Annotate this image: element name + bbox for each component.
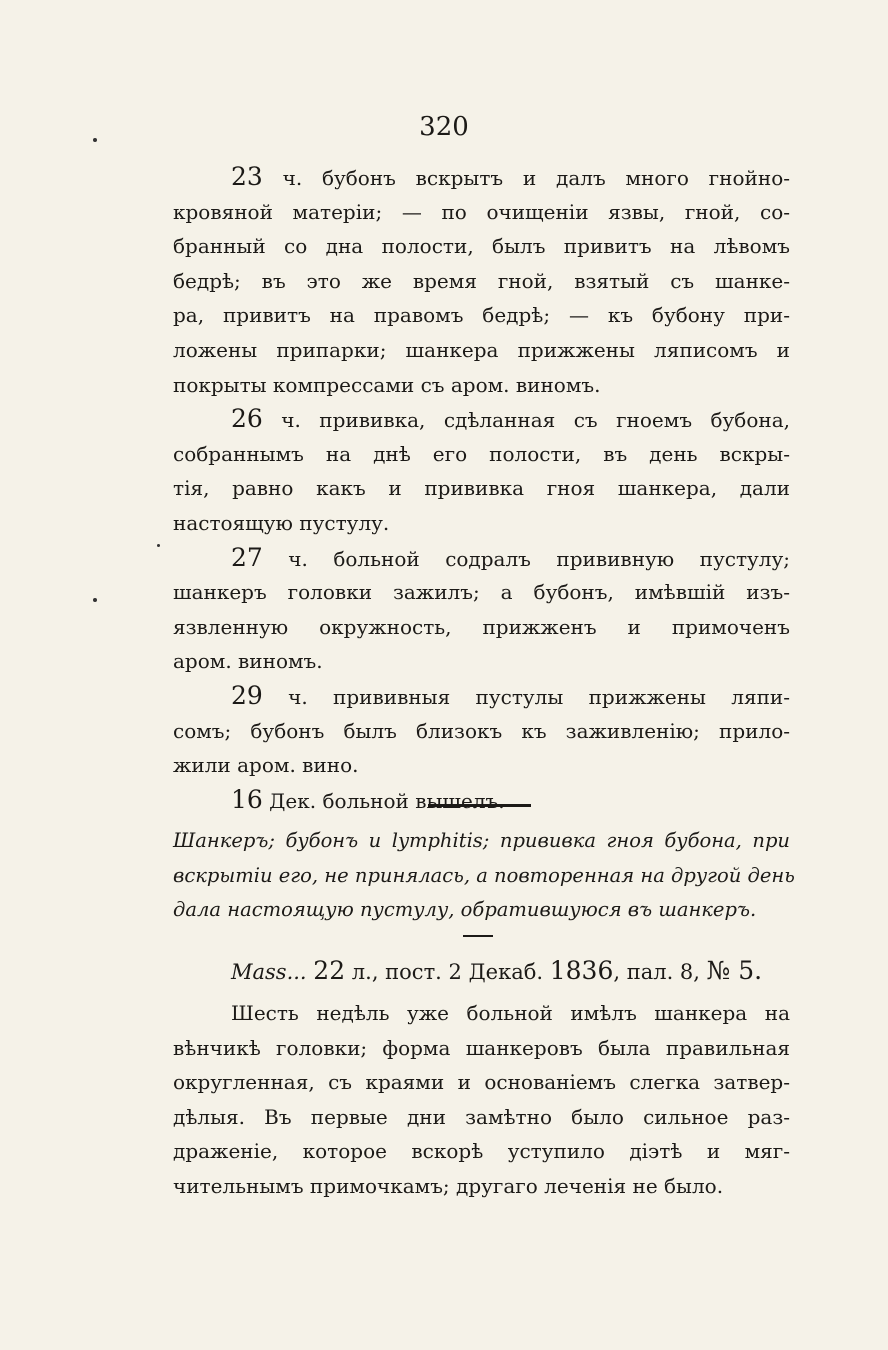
text-line: кровяной матерiи; — по очищенiи язвы, гной, со- xyxy=(173,199,790,224)
paper-speck xyxy=(157,544,160,547)
section-divider xyxy=(428,804,531,807)
heading-line: дала настоящую пустулу, обратившуюся въ шанкеръ. xyxy=(173,898,757,922)
text-line: жили аром. вино. xyxy=(173,753,359,778)
text-line: язвленную окружность, прижженъ и примоченъ xyxy=(173,614,790,639)
line-text: ч. бубонъ вскрытъ и далъ много гнойно- xyxy=(282,166,790,190)
patient-age: 22 xyxy=(313,956,346,985)
text-line: ложены припарки; шанкера прижжены ляписомъ и xyxy=(173,337,790,362)
admission-info: л., пост. 2 Декаб. xyxy=(351,960,544,984)
patient-name: Mass... xyxy=(231,960,307,984)
day-number: 26 xyxy=(231,404,263,434)
text-line: тiя, равно какъ и прививка гноя шанкера, дали xyxy=(173,476,790,501)
text-line xyxy=(173,541,790,576)
text-line xyxy=(173,679,790,714)
text-line: бедрѣ; въ это же время гной, взятый съ шанке- xyxy=(173,268,790,293)
line-text: Дек. больной вышелъ. xyxy=(269,788,505,813)
case-description xyxy=(173,996,790,1204)
text-line xyxy=(173,160,790,195)
text-line: собраннымъ на днѣ его полости, въ день вскры- xyxy=(173,441,790,466)
admission-year: 1836 xyxy=(549,956,614,985)
case-notes xyxy=(173,160,790,817)
day-number: 23 xyxy=(231,162,263,191)
day-number: 27 xyxy=(231,542,263,572)
ward-info: , пал. 8, xyxy=(613,960,700,984)
text-line: аром. виномъ. xyxy=(173,649,323,674)
text-line: Шесть недѣль уже больной имѣлъ шанкера на xyxy=(231,1001,790,1025)
paper-speck xyxy=(93,598,97,602)
case-title-line xyxy=(173,954,790,989)
text-line xyxy=(173,402,790,437)
heading-line: вскрытiи его, не принялась, а повторенная на другой день xyxy=(173,863,795,887)
text-line: бранный со дна полости, былъ привитъ на лѣвомъ xyxy=(173,234,790,259)
text-line xyxy=(173,783,790,818)
case-heading xyxy=(173,824,795,928)
text-line: дѣлыя. Въ первые дни замѣтно было сильное раз- xyxy=(173,1104,790,1129)
case-number: № 5. xyxy=(706,956,763,985)
heading-line: Шанкеръ; бубонъ и lymphitis; прививка гноя бубона, при xyxy=(173,829,790,852)
text-line: ра, привитъ на правомъ бедрѣ; — къ бубону при- xyxy=(173,303,790,328)
text-line: округленная, съ краями и основанiемъ слегка затвер- xyxy=(173,1070,790,1095)
text-line: вѣнчикѣ головки; форма шанкеровъ была правильная xyxy=(173,1035,790,1060)
text-line: шанкеръ головки зажилъ; а бубонъ, имѣвшiй изъ- xyxy=(173,580,790,605)
case-header xyxy=(173,954,790,989)
day-number: 16 xyxy=(231,784,263,814)
page-number: 320 xyxy=(419,112,469,142)
line-text: ч. больной содралъ прививную пустулу; xyxy=(288,546,791,571)
text-line: чительнымъ примочкамъ; другаго леченiя не было. xyxy=(173,1173,724,1198)
short-divider xyxy=(463,935,493,937)
text-line: настоящую пустулу. xyxy=(173,510,390,535)
line-text: ч. прививныя пустулы прижжены ляпи- xyxy=(288,684,791,709)
text-line: покрыты компрессами съ аром. виномъ. xyxy=(173,372,601,397)
text-line: драженiе, которое вскорѣ уступило дiэтѣ и мяг- xyxy=(173,1139,790,1164)
paper-speck xyxy=(93,138,97,142)
day-number: 29 xyxy=(231,680,263,710)
line-text: ч. прививка, сдѣланная съ гноемъ бубона, xyxy=(281,408,790,433)
text-line: сомъ; бубонъ былъ близокъ къ заживленiю; прило- xyxy=(173,718,790,743)
